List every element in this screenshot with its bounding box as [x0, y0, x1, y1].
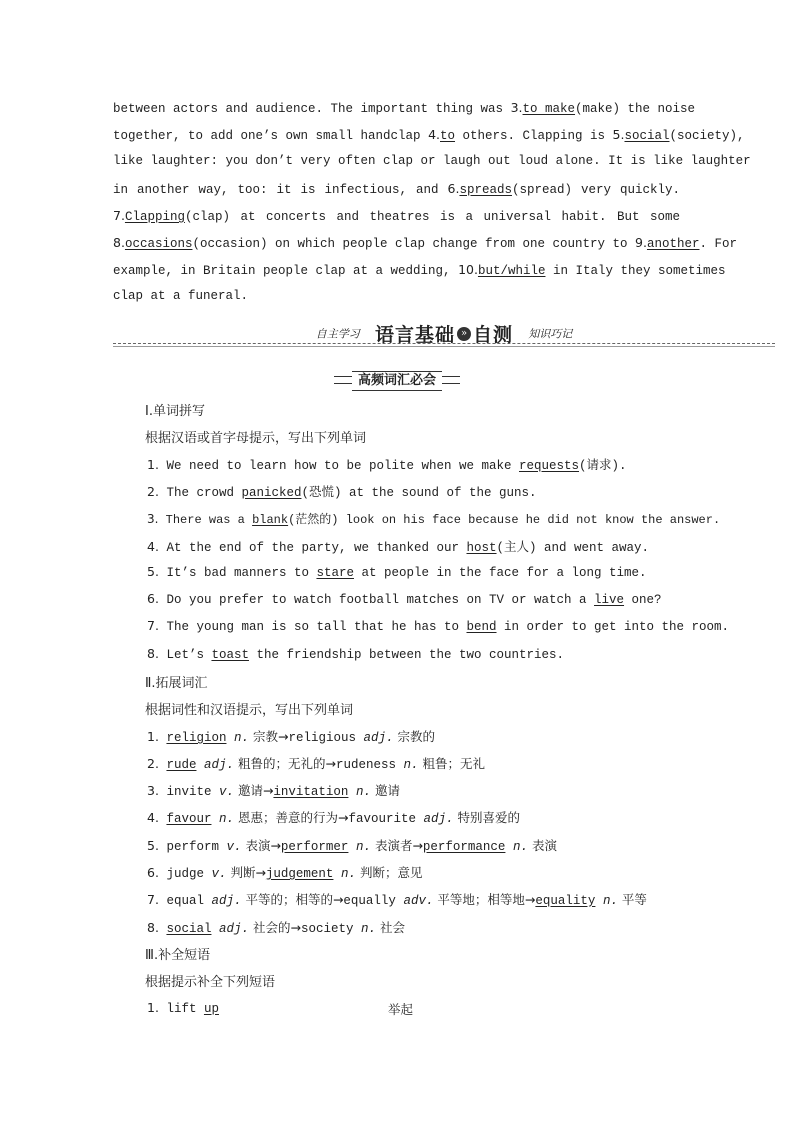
list-item: 4. favour n. 恩惠；善意的行为→favourite adj. 特别喜爱的	[147, 810, 520, 826]
answer-blank: requests	[519, 459, 580, 473]
answer-blank: panicked	[241, 486, 302, 500]
passage-line: example, in Britain people clap at a wedding, 10.but/while in Italy they sometimes	[113, 262, 726, 278]
banner-content	[113, 320, 775, 347]
answer-blank: up	[203, 1002, 219, 1016]
answer-blank: live	[594, 593, 625, 607]
list-item: 7. The young man is so tall that he has to bend in order to get into the room.	[147, 618, 730, 634]
answer-blank: social	[166, 922, 212, 936]
passage-line: between actors and audience. The important thing was 3.to make(make) the noise	[113, 100, 696, 116]
list-item: 2. rude adj. 粗鲁的；无礼的→rudeness n. 粗鲁；无礼	[147, 756, 485, 772]
answer-blank: favour	[166, 812, 212, 826]
list-item: 1. religion n. 宗教→religious adj. 宗教的	[147, 729, 435, 745]
phrase-meaning: 举起	[388, 1002, 414, 1017]
list-item: 4. At the end of the party, we thanked our host(主人) and went away.	[147, 539, 650, 555]
section-heading	[0, 369, 794, 391]
passage-line: together, to add one’s own small handclap 4.to others. Clapping is 5.social(society),	[113, 127, 745, 143]
list-item: 8. Let’s toast the friendship between the two countries.	[147, 646, 565, 662]
list-item: 1. lift up	[147, 1000, 219, 1016]
answer-blank: bend	[466, 620, 497, 634]
answer-blank: performer	[280, 840, 349, 854]
passage-line: 7.Clapping(clap) at concerts and theatres is a universal habit. But some	[113, 208, 680, 224]
answer-blank: Clapping	[124, 210, 185, 224]
banner-title-suffix: 自测	[473, 324, 514, 346]
part3-title: Ⅲ.补全短语	[145, 948, 211, 963]
answer-blank: host	[466, 541, 497, 555]
list-item: 7. equal adj. 平等的；相等的→equally adv. 平等地；相等地→equality n. 平等	[147, 892, 647, 908]
list-item: 3. There was a blank(茫然的) look on his face because he did not know the answer.	[147, 512, 721, 527]
answer-blank: stare	[316, 566, 354, 580]
answer-blank: toast	[211, 648, 249, 662]
list-item: 6. judge v. 判断→judgement n. 判断；意见	[147, 865, 423, 881]
answer-blank: blank	[252, 513, 289, 527]
passage-line: in another way, too: it is infectious, and 6.spreads(spread) very quickly.	[113, 181, 680, 197]
banner-title: 语言基础	[374, 324, 455, 346]
part3-instruction: 根据提示补全下列短语	[145, 975, 276, 990]
list-item: 2. The crowd panicked(恐慌) at the sound of the guns.	[147, 484, 537, 500]
reading-passage	[113, 94, 751, 310]
answer-blank: spreads	[459, 183, 512, 197]
list-item: 5. It’s bad manners to stare at people in the face for a long time.	[147, 564, 647, 580]
answer-blank: to	[440, 129, 456, 143]
section-heading-text: 高频词汇必会	[352, 371, 442, 391]
list-item: 3. invite v. 邀请→invitation n. 邀请	[147, 783, 400, 799]
list-item: 5. perform v. 表演→performer n. 表演者→performance n. 表演	[147, 838, 557, 854]
list-item: 1. We need to learn how to be polite when we make requests(请求).	[147, 457, 627, 473]
banner-left-label: 自主学习	[315, 327, 360, 341]
part1-instruction: 根据汉语或首字母提示，写出下列单词	[145, 431, 367, 446]
part2-title: Ⅱ.拓展词汇	[145, 676, 208, 691]
answer-blank: religion	[166, 731, 227, 745]
passage-line: like laughter: you don’t very often clap or laugh out loud alone. It is like laughter	[113, 154, 751, 168]
answer-blank: rude	[166, 758, 197, 772]
answer-blank: to make	[522, 102, 576, 116]
double-arrow-icon: »	[457, 327, 471, 341]
part1-title: Ⅰ.单词拼写	[145, 404, 205, 419]
answer-blank: invitation	[273, 785, 349, 799]
heading-decoration	[442, 376, 460, 384]
passage-line: clap at a funeral.	[113, 289, 249, 303]
list-item: 8. social adj. 社会的→society n. 社会	[147, 920, 405, 936]
banner-right-label: 知识巧记	[528, 327, 573, 341]
answer-blank: occasions	[124, 237, 193, 251]
answer-blank: another	[646, 237, 700, 251]
answer-blank: but/while	[477, 264, 546, 278]
answer-blank: social	[624, 129, 670, 143]
passage-line: 8.occasions(occasion) on which people clap change from one country to 9.another. For	[113, 235, 737, 251]
answer-blank: performance	[422, 840, 506, 854]
list-item: 6. Do you prefer to watch football matches on TV or watch a live one?	[147, 591, 662, 607]
answer-blank: equality	[535, 894, 596, 908]
answer-blank: judgement	[265, 867, 334, 881]
heading-decoration	[334, 376, 352, 384]
part2-instruction: 根据词性和汉语提示，写出下列单词	[145, 703, 354, 718]
section-banner	[113, 316, 775, 350]
